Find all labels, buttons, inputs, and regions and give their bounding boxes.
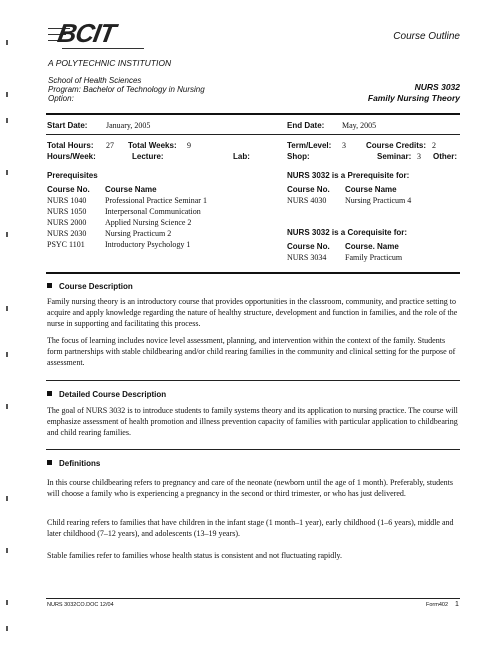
definitions-p1: In this course childbearing refers to pregnancy and care of the neonate (newborn until the age of 1 month). Preferably, students will choose a family who is experiencing a pregnancy in the second or third trimester, or who has just delivered. <box>47 478 454 498</box>
section-title: Detailed Course Description <box>59 390 167 399</box>
section-title: Definitions <box>59 459 101 468</box>
start-date-label: Start Date: <box>47 121 88 130</box>
col-course-no: Course No. <box>287 242 330 251</box>
course-row <box>287 195 467 206</box>
course-row <box>47 195 267 206</box>
course-number: NURS 1050 <box>47 207 87 216</box>
course-credits-label: Course Credits: <box>366 141 427 150</box>
course-description-heading <box>47 282 133 291</box>
course-name: Nursing Practicum 4 <box>345 196 412 205</box>
shop-label: Shop: <box>287 152 310 161</box>
col-course-no: Course No. <box>47 185 90 194</box>
prereq-divider <box>46 272 460 274</box>
hours-week-label: Hours/Week: <box>47 152 96 161</box>
header-divider <box>46 113 460 115</box>
bullet-icon <box>47 460 52 465</box>
course-description-p1: Family nursing theory is an introductory course that provides opportunities in the classroom, community, and practice setting to acquire and apply knowledge regarding the nature of healthy structure, development and function in families, and the role of the nurse in supporting and facilitating this process. <box>47 297 458 328</box>
bullet-icon <box>47 391 52 396</box>
prerequisite-for-title: NURS 3032 is a Prerequisite for: <box>287 171 410 180</box>
col-course-name: Course. Name <box>345 242 399 251</box>
end-date-value: May, 2005 <box>342 121 377 130</box>
option-label: Option: <box>48 94 74 103</box>
footer-form: Form402 <box>426 602 449 608</box>
definitions-heading <box>47 459 100 468</box>
prerequisite-for-rows <box>287 195 467 206</box>
course-row <box>47 228 267 239</box>
section-divider <box>46 380 460 381</box>
course-row <box>47 206 267 217</box>
school-name: School of Health Sciences <box>48 76 142 85</box>
term-level-value: 3 <box>342 141 346 150</box>
col-course-name: Course Name <box>105 185 157 194</box>
course-credits-value: 2 <box>432 141 436 150</box>
total-hours-label: Total Hours: <box>47 141 94 150</box>
term-level-label: Term/Level: <box>287 141 332 150</box>
course-name: Professional Practice Seminar 1 <box>105 196 207 205</box>
lecture-label: Lecture: <box>132 152 164 161</box>
prerequisites-header-row <box>47 184 267 195</box>
corequisite-for-rows <box>287 252 467 263</box>
bcit-logo <box>48 16 158 56</box>
corequisite-for-header-row <box>287 241 467 252</box>
program-name: Program: Bachelor of Technology in Nursing <box>48 85 205 94</box>
course-title: Family Nursing Theory <box>367 93 460 103</box>
total-weeks-label: Total Weeks: <box>128 141 177 150</box>
course-name: Family Practicum <box>345 253 403 262</box>
course-description-p2: The focus of learning includes novice level assessment, planning, and intervention within the context of the family. Students form partnerships with stable childbearing and/or child rearing families in the community and clinical setting for the purpose of assessment. <box>47 336 456 367</box>
course-row <box>287 252 467 263</box>
start-date-value: January, 2005 <box>106 121 151 130</box>
seminar-value: 3 <box>417 152 421 161</box>
course-row <box>47 217 267 228</box>
course-number: PSYC 1101 <box>47 240 85 249</box>
footer-filename: NURS 3032CO.DOC 12/04 <box>47 602 114 608</box>
detailed-description-heading <box>47 390 166 399</box>
prerequisites-title: Prerequisites <box>47 171 98 180</box>
course-number: NURS 4030 <box>287 196 327 205</box>
course-name: Applied Nursing Science 2 <box>105 218 192 227</box>
lab-label: Lab: <box>233 152 250 161</box>
course-heading <box>368 82 460 104</box>
detailed-description-p1: The goal of NURS 3032 is to introduce students to family systems theory and its application to nursing practice. The course will emphasize assessment of health promotion and illness prevention capacity of families with particular application to childbearing and child rearing families. <box>47 406 458 437</box>
prerequisites-table <box>47 170 267 250</box>
seminar-label: Seminar: <box>377 152 412 161</box>
footer-divider <box>46 598 460 599</box>
school-info <box>48 76 205 103</box>
course-number: NURS 2030 <box>47 229 87 238</box>
section-divider <box>46 449 460 450</box>
institution-tagline: A POLYTECHNIC INSTITUTION <box>48 58 172 68</box>
definitions-p3: Stable families refer to families whose health status is consistent and not fluctuating rapidly. <box>47 551 342 560</box>
logo-text: BCIT <box>55 18 118 48</box>
bullet-icon <box>47 283 52 288</box>
prerequisites-rows <box>47 195 267 250</box>
corequisite-for-table <box>287 227 467 263</box>
course-number: NURS 1040 <box>47 196 87 205</box>
corequisite-for-title: NURS 3032 is a Corequisite for: <box>287 228 408 237</box>
definitions-p2: Child rearing refers to families that have children in the infant stage (1 month–1 year), early childhood (1–6 years), middle and later childhood (7–12 years), and adolescents (13–19 years). <box>47 518 454 538</box>
course-number: NURS 3034 <box>287 253 327 262</box>
prerequisite-for-table <box>287 170 467 206</box>
total-hours-value: 27 <box>106 141 114 150</box>
course-name: Introductory Psychology 1 <box>105 240 191 249</box>
col-course-no: Course No. <box>287 185 330 194</box>
section-title: Course Description <box>59 282 133 291</box>
details-divider <box>46 134 460 135</box>
end-date-label: End Date: <box>287 121 325 130</box>
document-type: Course Outline <box>393 31 460 42</box>
course-number: NURS 2000 <box>47 218 87 227</box>
course-name: Nursing Practicum 2 <box>105 229 172 238</box>
page-number: 1 <box>455 601 459 608</box>
prerequisite-for-header-row <box>287 184 467 195</box>
col-course-name: Course Name <box>345 185 397 194</box>
course-code: NURS 3032 <box>414 82 460 92</box>
course-row <box>47 239 267 250</box>
course-name: Interpersonal Communication <box>105 207 201 216</box>
other-label: Other: <box>433 152 457 161</box>
total-weeks-value: 9 <box>187 141 191 150</box>
